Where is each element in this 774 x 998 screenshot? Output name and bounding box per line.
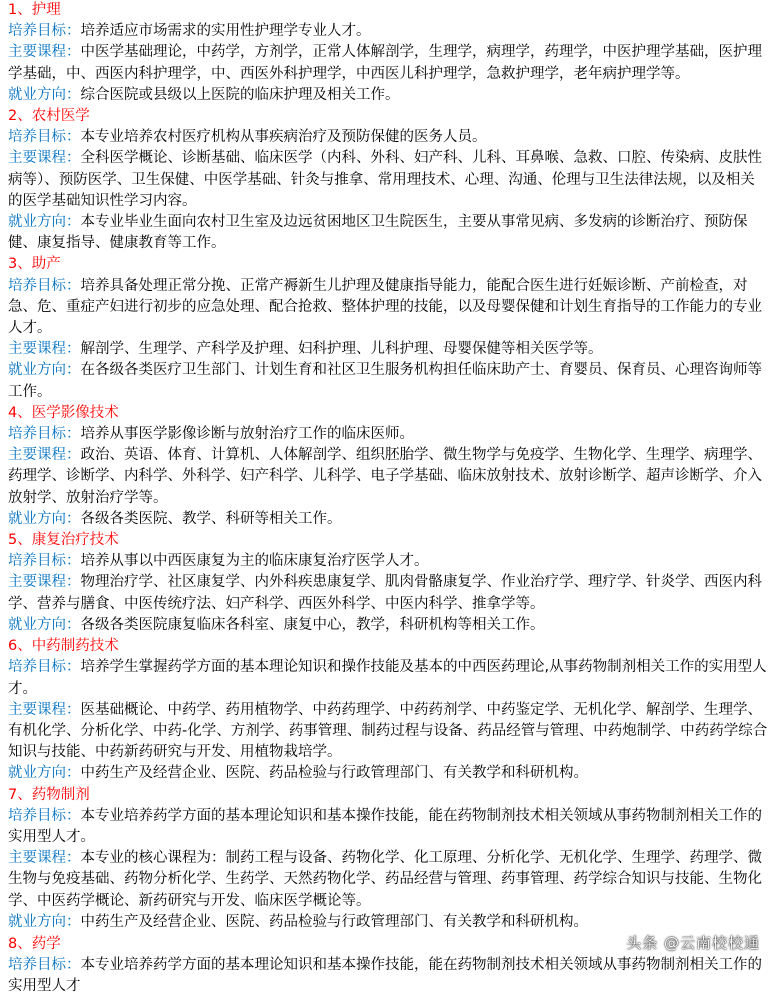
goal-label: 培养目标： bbox=[8, 277, 81, 294]
jobs-line bbox=[8, 763, 768, 784]
section-1 bbox=[8, 0, 768, 106]
goal-line bbox=[8, 424, 768, 445]
courses-line bbox=[8, 148, 768, 212]
jobs-line bbox=[8, 912, 768, 933]
courses-text: 医基础概论、中药学、药用植物学、中药药理学、中药药剂学、中药鉴定学、无机化学、解剖学、生理学、有机化学、分析化学、中药-化学、方剂学、药事管理、制药过程与设备、药品经管与管理、中药炮制学、中药药学综合知识与技能、中药新药研究与开发、用植物栽培学。 bbox=[8, 701, 768, 761]
goal-line bbox=[8, 276, 768, 340]
section-title: 1、护理 bbox=[8, 2, 61, 18]
section-7 bbox=[8, 785, 768, 933]
jobs-label: 就业方向： bbox=[8, 913, 81, 930]
jobs-text: 在各级各类医疗卫生部门、计划生育和社区卫生服务机构担任临床助产士、育婴员、保育员、心理咨询师等工作。 bbox=[8, 362, 762, 400]
section-title: 6、中药制药技术 bbox=[8, 638, 119, 655]
courses-label: 主要课程： bbox=[8, 701, 81, 718]
goal-label: 培养目标： bbox=[8, 426, 81, 443]
courses-text: 全科医学概论、诊断基础、临床医学（内科、外科、妇产科、儿科、耳鼻喉、急救、口腔、传染病、皮肤性病等）、预防医学、卫生保健、中医学基础、针灸与推拿、常用理技术、心理、沟通、伦理与卫生法律法规，以及相关的医学基础知识性学习内容。 bbox=[8, 150, 762, 209]
jobs-line bbox=[8, 85, 768, 106]
jobs-text: 中药生产及经营企业、医院、药品检验与行政管理部门、有关教学和科研机构。 bbox=[80, 913, 588, 930]
section-6 bbox=[8, 636, 768, 784]
courses-label: 主要课程： bbox=[8, 150, 81, 167]
goal-line bbox=[8, 657, 768, 699]
jobs-label: 就业方向： bbox=[8, 510, 81, 527]
jobs-text: 中药生产及经营企业、医院、药品检验与行政管理部门、有关教学和科研机构。 bbox=[80, 765, 588, 782]
courses-line bbox=[8, 572, 768, 614]
goal-line bbox=[8, 21, 768, 42]
goal-text: 培养学生掌握药学方面的基本理论知识和操作技能及基本的中西医药理论,从事药物制剂相关工作的实用型人才。 bbox=[8, 659, 767, 697]
courses-line bbox=[8, 339, 768, 360]
goal-label: 培养目标： bbox=[8, 659, 81, 676]
goal-line bbox=[8, 955, 768, 997]
goal-label: 培养目标： bbox=[8, 23, 81, 40]
courses-text: 中医学基础理论，中药学，方剂学，正常人体解剖学，生理学，病理学，药理学，中医护理学基础，医护理学基础，中、西医内科护理学，中、西医外科护理学，中西医儿科护理学，急救护理学，老年病护理学等。 bbox=[8, 44, 762, 82]
section-title: 4、医学影像技术 bbox=[8, 404, 119, 421]
goal-text: 培养从事医学影像诊断与放射治疗工作的临床医师。 bbox=[80, 426, 414, 443]
jobs-text: 综合医院或县级以上医院的临床护理及相关工作。 bbox=[80, 86, 400, 103]
section-2 bbox=[8, 106, 768, 254]
section-title: 7、药物制剂 bbox=[8, 786, 90, 803]
goal-label: 培养目标： bbox=[8, 807, 81, 824]
goal-line bbox=[8, 127, 768, 148]
courses-label: 主要课程： bbox=[8, 44, 81, 61]
section-3 bbox=[8, 254, 768, 402]
section-title: 5、康复治疗技术 bbox=[8, 532, 119, 549]
jobs-label: 就业方向： bbox=[8, 616, 81, 633]
goal-label: 培养目标： bbox=[8, 957, 81, 974]
courses-text: 本专业的核心课程为：制药工程与设备、药物化学、化工原理、分析化学、无机化学、生理学、药理学、微生物与免疫基础、药物分析化学、生药学、天然药物化学、药品经营与管理、药事管理、药学综合知识与技能、生物化学、中医药学概论、新药研究与开发、临床医学概论等。 bbox=[8, 850, 762, 909]
section-5 bbox=[8, 530, 768, 636]
section-title-row bbox=[8, 933, 768, 955]
goal-label: 培养目标： bbox=[8, 553, 81, 570]
jobs-text: 各级各类医院、教学、科研等相关工作。 bbox=[80, 510, 342, 527]
courses-label: 主要课程： bbox=[8, 447, 81, 464]
jobs-text: 本专业毕业生面向农村卫生室及边远贫困地区卫生院医生，主要从事常见病、多发病的诊断治疗、预防保健、康复指导、健康教育等工作。 bbox=[8, 214, 748, 252]
courses-line bbox=[8, 42, 768, 84]
courses-text: 解剖学、生理学、产科学及护理、妇科护理、儿科护理、母婴保健等相关医学等。 bbox=[80, 341, 603, 358]
section-4 bbox=[8, 403, 768, 530]
goal-text: 本专业培养药学方面的基本理论知识和基本操作技能，能在药物制剂技术相关领域从事药物制剂相关工作的实用型人才 bbox=[8, 957, 762, 995]
jobs-label: 就业方向： bbox=[8, 765, 81, 782]
goal-text: 培养具备处理正常分挽、正常产褥新生儿护理及健康指导能力，能配合医生进行妊娠诊断、产前检查，对急、危、重症产妇进行初步的应急处理、配合抢救、整体护理的技能，以及母婴保健和计划生育指导的工作能力的专业人才。 bbox=[8, 277, 762, 337]
courses-label: 主要课程： bbox=[8, 574, 81, 591]
section-8 bbox=[8, 933, 768, 998]
courses-text: 政治、英语、体育、计算机、人体解剖学、组织胚胎学、微生物学与免疫学、生物化学、生理学、病理学、药理学、诊断学、内科学、外科学、妇产科学、儿科学、电子学基础、临床放射技术、放射诊断学、超声诊断学、介入放射学、放射治疗学等。 bbox=[8, 447, 762, 506]
goal-text: 本专业培养药学方面的基本理论知识和基本操作技能，能在药物制剂技术相关领域从事药物制剂相关工作的实用型人才。 bbox=[8, 807, 762, 845]
goal-text: 培养从事以中西医康复为主的临床康复治疗医学人才。 bbox=[80, 553, 429, 570]
jobs-text: 各级各类医院康复临床各科室、康复中心，教学，科研机构等相关工作。 bbox=[80, 616, 545, 633]
jobs-line bbox=[8, 212, 768, 254]
watermark: 头条 @云南校校通 bbox=[626, 933, 760, 952]
courses-line bbox=[8, 700, 768, 764]
courses-label: 主要课程： bbox=[8, 850, 81, 867]
goal-line bbox=[8, 806, 768, 848]
jobs-line bbox=[8, 360, 768, 402]
section-title: 3、助产 bbox=[8, 256, 61, 273]
courses-line bbox=[8, 445, 768, 509]
goal-text: 本专业培养农村医疗机构从事疾病治疗及预防保健的医务人员。 bbox=[80, 129, 487, 146]
courses-line bbox=[8, 848, 768, 912]
jobs-line bbox=[8, 509, 768, 530]
jobs-label: 就业方向： bbox=[8, 214, 81, 231]
goal-label: 培养目标： bbox=[8, 129, 81, 146]
jobs-label: 就业方向： bbox=[8, 362, 81, 379]
courses-label: 主要课程： bbox=[8, 341, 81, 358]
goal-line bbox=[8, 551, 768, 572]
section-title: 8、药学 bbox=[8, 935, 61, 952]
jobs-label: 就业方向： bbox=[8, 86, 81, 103]
jobs-line bbox=[8, 615, 768, 636]
section-title: 2、农村医学 bbox=[8, 108, 90, 125]
courses-text: 物理治疗学、社区康复学、内外科疾患康复学、肌肉骨骼康复学、作业治疗学、理疗学、针炎学、西医内科学、营养与膳食、中医传统疗法、妇产科学、西医外科学、中医内科学、推拿学等。 bbox=[8, 574, 762, 612]
goal-text: 培养适应市场需求的实用性护理学专业人才。 bbox=[80, 23, 371, 40]
